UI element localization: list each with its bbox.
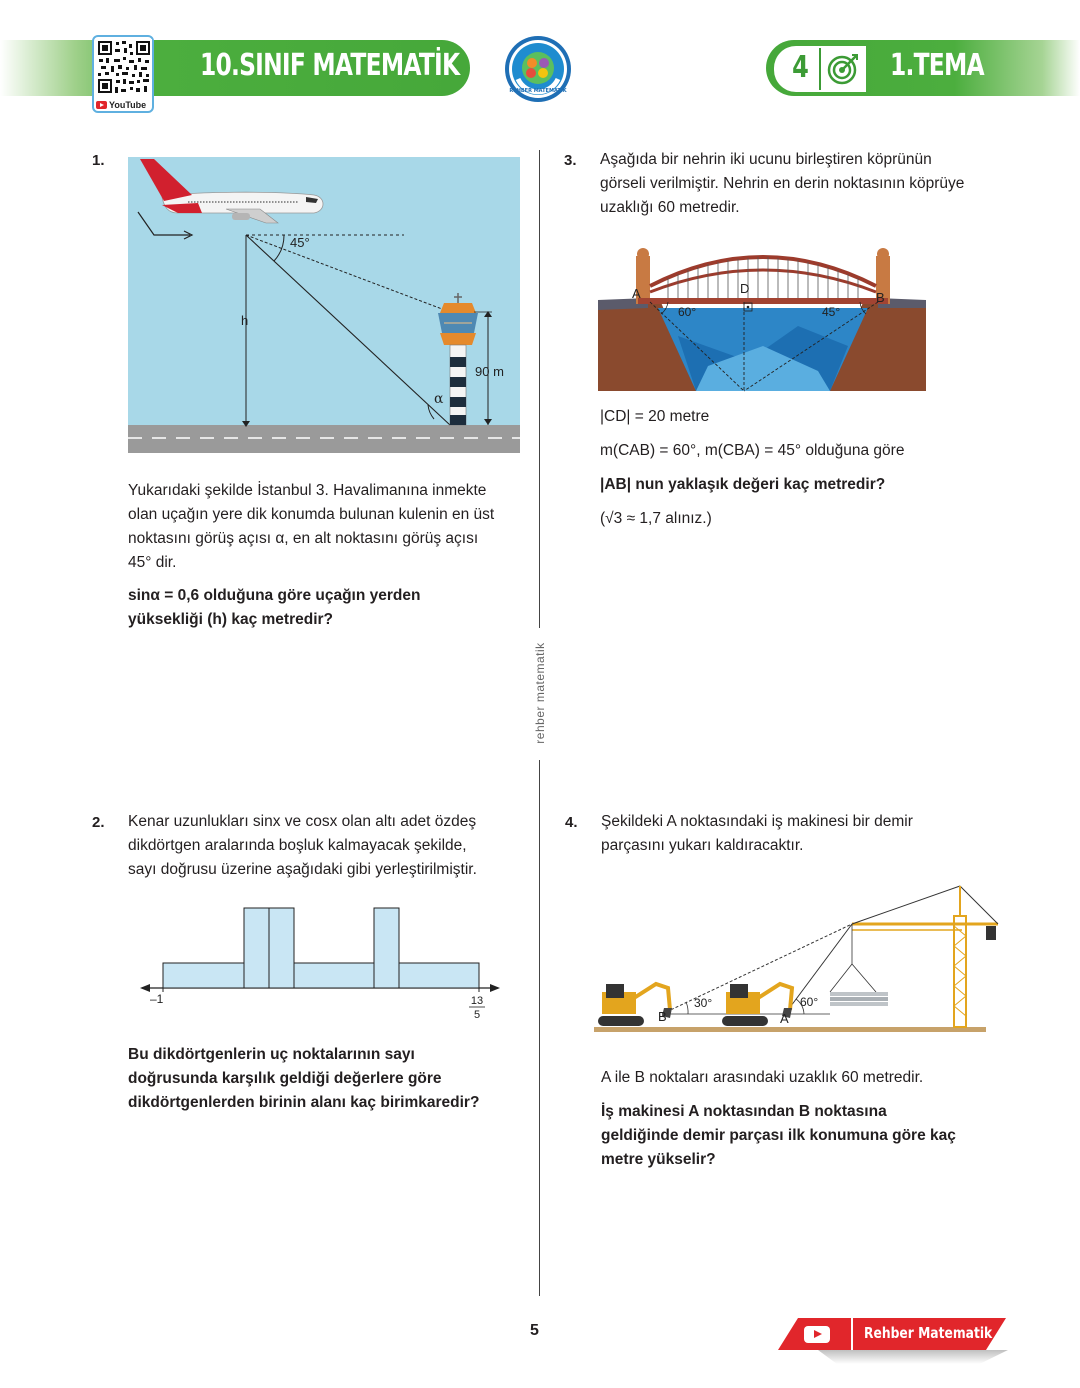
q1-text-line: olan uçağın yere dik konumda bulunan kulenin en üst bbox=[128, 506, 495, 523]
q3-hint: (√3 ≈ 1,7 alınız.) bbox=[600, 510, 712, 527]
q4-given: A ile B noktaları arasındaki uzaklık 60 metredir. bbox=[601, 1069, 924, 1086]
q3-text-line: görseli verilmiştir. Nehrin en derin noktasının köprüye bbox=[600, 175, 965, 192]
q3-angle-b: 45° bbox=[822, 305, 841, 319]
q2-question-line: dikdörtgenlerden birinin alanı kaç birimkaredir? bbox=[128, 1094, 480, 1111]
q2-text-line: Kenar uzunlukları sinx ve cosx olan altı adet özdeş bbox=[128, 813, 477, 830]
q4-question-line: İş makinesi A noktasından B noktasına bbox=[601, 1103, 887, 1120]
theme-label: 1.TEMA bbox=[890, 48, 984, 83]
q1-number: 1. bbox=[92, 152, 105, 169]
rectangle-lying bbox=[163, 963, 244, 988]
q3-label-b: B bbox=[876, 290, 885, 305]
q4-label-b: B bbox=[658, 1009, 667, 1024]
rectangle-lying bbox=[399, 963, 479, 988]
q2-question bbox=[128, 1043, 528, 1115]
q1-text bbox=[128, 479, 528, 575]
column-divider-bottom bbox=[539, 760, 540, 1296]
q1-tower-height: 90 m bbox=[475, 364, 504, 379]
q4-text bbox=[601, 810, 1021, 858]
youtube-play-icon bbox=[804, 1326, 830, 1343]
q3-label-a: A bbox=[632, 286, 641, 301]
rehber-matematik-logo bbox=[504, 35, 572, 108]
q1-text-line: noktasını görüş açısı α, en alt noktasını görüş açısı bbox=[128, 530, 479, 547]
unit-number: 4 bbox=[792, 50, 809, 85]
q3-number: 3. bbox=[564, 152, 577, 169]
youtube-channel-banner[interactable] bbox=[778, 1318, 1008, 1350]
q2-left-label: –1 bbox=[150, 992, 164, 1006]
q1-question-line: sinα = 0,6 olduğuna göre uçağın yerden bbox=[128, 587, 421, 604]
q2-number: 2. bbox=[92, 814, 105, 831]
q1-angle-45: 45° bbox=[290, 235, 310, 250]
q2-text-line: sayı doğrusu üzerine aşağıdaki gibi yerleştirilmiştir. bbox=[128, 861, 477, 878]
q1-figure bbox=[128, 157, 520, 460]
q4-text-line: Şekildeki A noktasındaki iş makinesi bir demir bbox=[601, 813, 913, 830]
q4-crane-figure bbox=[590, 880, 1002, 1045]
banner-shadow bbox=[818, 1350, 1008, 1364]
q2-text bbox=[128, 810, 528, 882]
rectangle-standing bbox=[269, 908, 294, 988]
q4-question-line: metre yükselir? bbox=[601, 1151, 716, 1168]
q4-text-line: parçasını yukarı kaldıracaktır. bbox=[601, 837, 804, 854]
q1-alpha-label: α bbox=[434, 391, 444, 407]
q2-right-denominator: 5 bbox=[473, 1009, 481, 1021]
logo-text: REHBER MATEMATİK bbox=[509, 88, 567, 94]
q3-given-cd: |CD| = 20 metre bbox=[600, 408, 710, 425]
q3-label-d: D bbox=[740, 281, 750, 296]
header-title: 10.SINIF MATEMATİK bbox=[200, 48, 460, 83]
q2-figure bbox=[138, 900, 508, 1030]
q2-right-numerator: 13 bbox=[470, 995, 484, 1007]
unit-separator bbox=[819, 48, 821, 90]
target-icon bbox=[826, 52, 860, 91]
page-number: 5 bbox=[530, 1322, 539, 1339]
banner-text: Rehber Matematik bbox=[864, 1324, 993, 1342]
rectangle-standing bbox=[374, 908, 399, 988]
q1-text-line: Yukarıdaki şekilde İstanbul 3. Havalimanına inmekte bbox=[128, 482, 487, 499]
q3-given-angles: m(CAB) = 60°, m(CBA) = 45° olduğuna göre bbox=[600, 442, 905, 459]
q3-text-line: Aşağıda bir nehrin iki ucunu birleştiren köprünün bbox=[600, 151, 932, 168]
q4-angle-60: 60° bbox=[800, 995, 819, 1009]
banner-divider bbox=[851, 1318, 853, 1350]
q1-question-line: yüksekliği (h) kaç metredir? bbox=[128, 611, 334, 628]
side-watermark: rehber matematik bbox=[533, 642, 547, 744]
q4-question-line: geldiğinde demir parçası ilk konumuna göre kaç bbox=[601, 1127, 956, 1144]
q1-question bbox=[128, 584, 528, 632]
q3-angle-a: 60° bbox=[678, 305, 697, 319]
q4-number: 4. bbox=[565, 814, 578, 831]
youtube-label: YouTube bbox=[109, 100, 147, 110]
q3-text bbox=[600, 148, 1020, 220]
q1-text-line: 45° dir. bbox=[128, 554, 177, 571]
rectangle-lying bbox=[294, 963, 374, 988]
q3-question: |AB| nun yaklaşık değeri kaç metredir? bbox=[600, 476, 886, 493]
steel-load-icon bbox=[830, 992, 888, 1006]
q2-text-line: dikdörtgen aralarında boşluk kalmayacak şekilde, bbox=[128, 837, 467, 854]
rectangle-standing bbox=[244, 908, 269, 988]
q2-question-line: doğrusunda karşılık geldiği değerlere göre bbox=[128, 1070, 442, 1087]
q3-text-line: uzaklığı 60 metredir. bbox=[600, 199, 740, 216]
q4-label-a: A bbox=[780, 1011, 789, 1026]
youtube-badge[interactable] bbox=[96, 99, 154, 111]
q4-angle-30: 30° bbox=[694, 996, 713, 1010]
q2-question-line: Bu dikdörtgenlerin uç noktalarının sayı bbox=[128, 1046, 415, 1063]
youtube-icon bbox=[96, 101, 107, 109]
q4-question bbox=[601, 1100, 1021, 1172]
q3-bridge-figure bbox=[598, 246, 926, 399]
q1-h-label: h bbox=[241, 313, 249, 328]
column-divider-top bbox=[539, 150, 540, 628]
